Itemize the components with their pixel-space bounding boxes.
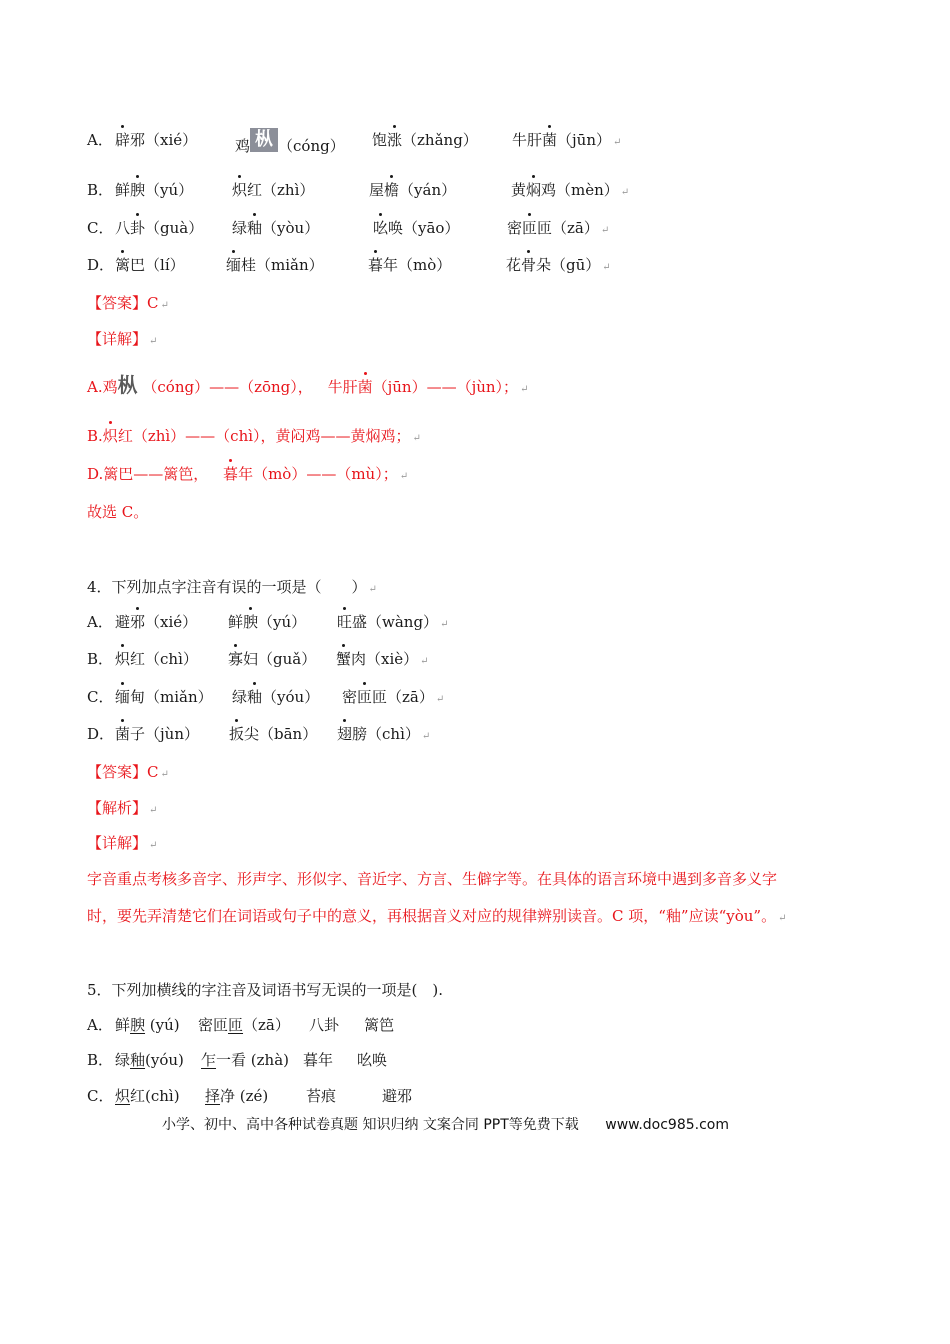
item: 黄焖鸡（mèn） ↵	[511, 178, 629, 205]
item: 鸡 枞 （cóng）	[235, 129, 345, 155]
option-letter: C．	[87, 1087, 114, 1105]
item: 蟹肉（xiè） ↵	[336, 647, 429, 674]
item: 旺盛（wàng） ↵	[337, 610, 448, 637]
q4-title: 4．下列加点字注音有误的一项是（ ） ↵	[87, 578, 377, 596]
q3-answer: 【答案】C ↵	[87, 294, 169, 312]
item: 扳尖（bān）	[229, 722, 317, 746]
q3-detail-label: 【详解】 ↵	[87, 330, 158, 348]
q4-analysis-label: 【解析】 ↵	[87, 799, 158, 817]
item: 乍一看 (zhà)	[201, 1051, 289, 1069]
item: 绿釉（yòu）	[232, 216, 319, 240]
item: 八卦（guà）	[115, 216, 203, 240]
footer-text: 小学、初中、高中各种试卷真题 知识归纳 文案合同 PPT等免费下载	[162, 1117, 579, 1133]
item: 吆唤（yāo）	[373, 216, 459, 240]
q5-title: 5．下列加横线的字注音及词语书写无误的一项是( ).	[87, 981, 444, 999]
option-letter: A．	[87, 613, 113, 631]
item: 八卦	[309, 1016, 340, 1034]
item: 寡妇（guǎ）	[228, 647, 316, 671]
paragraph-mark-icon: ↵	[602, 262, 611, 273]
item: 择净 (zé)	[205, 1087, 269, 1105]
item: 苔痕	[306, 1087, 337, 1105]
item: 炽红(chì)	[115, 1087, 180, 1105]
item: 鲜腴 (yú)	[115, 1016, 180, 1034]
q3-explanation-d: D.篱巴——篱笆， 暮年（mò）——（mù）； ↵	[87, 462, 408, 486]
q4-answer: 【答案】C ↵	[87, 763, 169, 781]
item: 炽红（chì）	[115, 647, 198, 671]
item: 绿釉（yóu）	[232, 685, 319, 709]
item: 绿釉(yóu)	[115, 1051, 184, 1069]
item: 避邪	[382, 1087, 413, 1105]
item: 屋檐（yán）	[369, 178, 456, 202]
item: 吆唤	[357, 1051, 388, 1069]
option-letter: A．	[87, 1016, 113, 1034]
option-letter: B．	[87, 181, 114, 199]
option-letter: B．	[87, 1051, 114, 1069]
item: 鲜腴（yú）	[228, 610, 306, 634]
item: 菌子（jùn）	[115, 722, 199, 746]
q4-explanation-line-2: 时，要先弄清楚它们在词语或句子中的意义，再根据音义对应的规律辨别读音。C 项，“釉”应读“yòu”。 ↵	[87, 907, 787, 925]
item: 牛肝菌（jūn） ↵	[512, 128, 621, 155]
glyph-image: 枞	[117, 373, 138, 397]
item: 暮年	[303, 1051, 334, 1069]
item: 饱涨（zhǎng）	[372, 128, 478, 152]
item: 篱笆	[364, 1016, 395, 1034]
option-letter: D．	[87, 725, 115, 743]
footer-url[interactable]: www.doc985.com	[605, 1117, 729, 1133]
item: 缅桂（miǎn）	[226, 253, 324, 277]
paragraph-mark-icon: ↵	[620, 187, 630, 198]
item: 炽红（zhì）	[232, 178, 314, 202]
item: 鲜腴（yú）	[115, 178, 193, 202]
item: 密匝匝（zā）	[198, 1016, 290, 1034]
item: 避邪（xié）	[115, 610, 197, 634]
q4-explanation-line-1: 字音重点考核多音字、形声字、形似字、音近字、方言、生僻字等。在具体的语言环境中遇到多音多义字	[87, 870, 778, 888]
q3-conclusion: 故选 C。	[87, 503, 149, 521]
item: 翅膀（chì） ↵	[337, 722, 430, 749]
option-letter: A．	[87, 131, 113, 149]
paragraph-mark-icon: ↵	[600, 225, 610, 236]
paragraph-mark-icon: ↵	[613, 137, 622, 148]
item: 篱巴（lí）	[115, 253, 185, 277]
page-footer	[162, 1114, 729, 1136]
item: 缅甸（miǎn）	[115, 685, 213, 709]
option-letter: D．	[87, 256, 115, 274]
q4-detail-label: 【详解】 ↵	[87, 834, 158, 852]
option-letter: C．	[87, 219, 114, 237]
option-letter: C．	[87, 688, 114, 706]
option-letter: B．	[87, 650, 114, 668]
glyph-image: 枞	[250, 128, 278, 152]
q3-explanation-b: B.炽红（zhì）——（chì），黄闷鸡——黄焖鸡； ↵	[87, 424, 421, 448]
q3-explanation-a: A.鸡枞 （cóng）——（zōng）， 牛肝菌（jūn）——（jùn）； ↵	[87, 373, 529, 397]
item: 花骨朵（gū） ↵	[506, 253, 611, 280]
item: 暮年（mò）	[368, 253, 451, 277]
item: 密匝匝（zā） ↵	[507, 216, 609, 243]
item: 辟邪（xié）	[115, 128, 197, 152]
item: 密匝匝（zā） ↵	[342, 685, 444, 712]
